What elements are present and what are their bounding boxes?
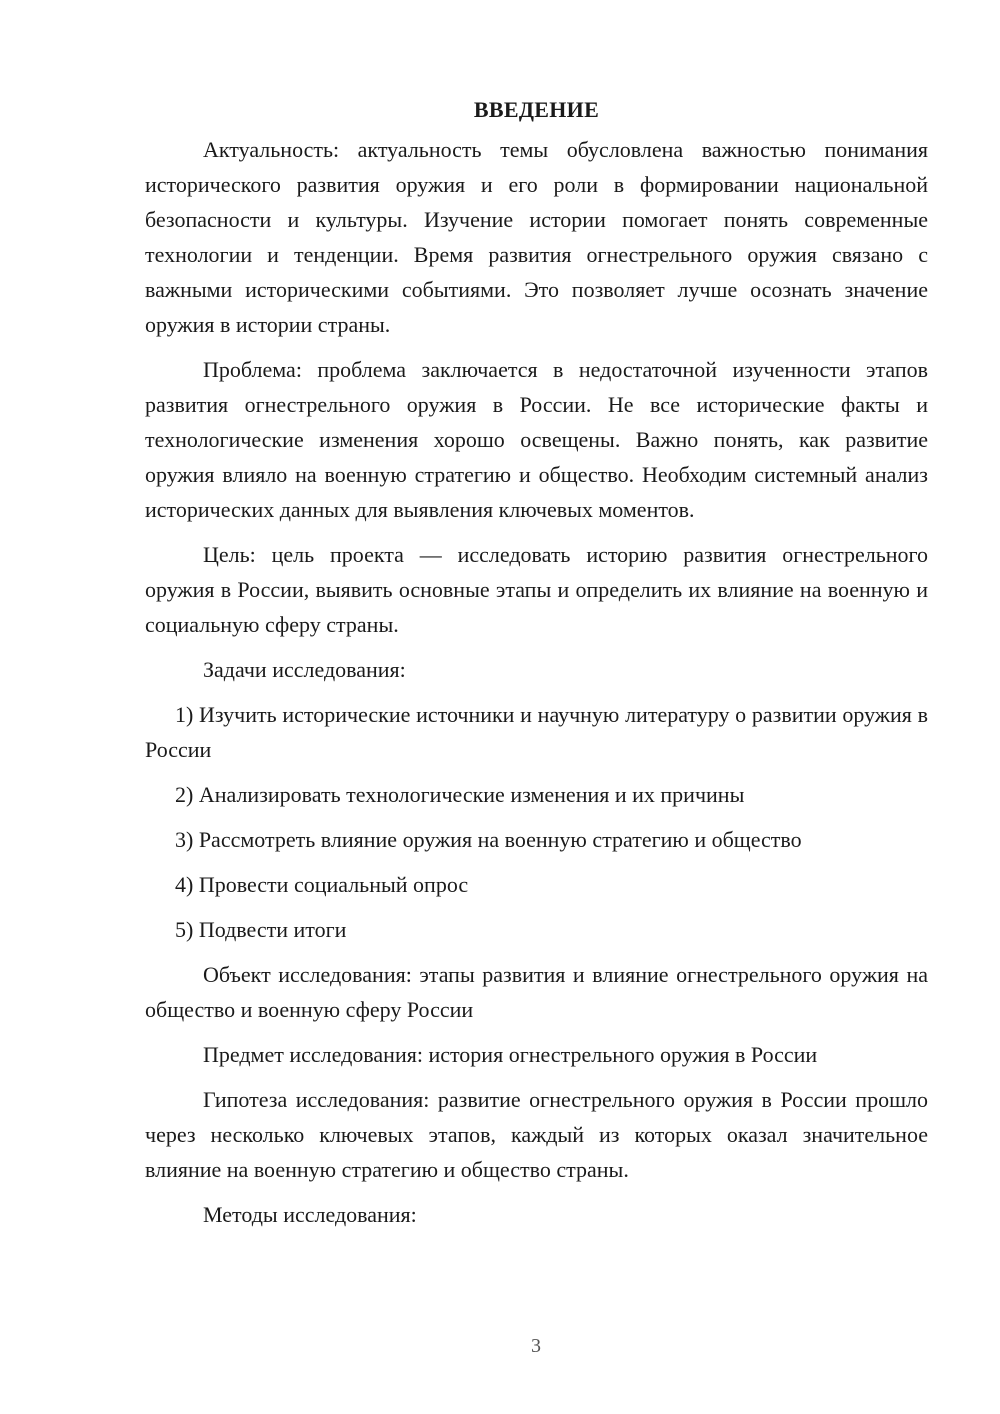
list-item: 1) Изучить исторические источники и научную литературу о развитии оружия в России [145, 702, 928, 762]
list-item: 4) Провести социальный опрос [175, 872, 469, 897]
tasks-heading: Задачи исследования: [203, 657, 406, 682]
page-title: ВВЕДЕНИЕ [473, 97, 600, 122]
hypothesis-paragraph: Гипотеза исследования: развитие огнестрельного оружия в России прошло через несколько ключевых этапов, каждый из которых оказал значительное влияние на военную стратегию и общество страны. [145, 1087, 928, 1182]
object-paragraph: Объект исследования: этапы развития и влияние огнестрельного оружия на общество и военную сферу России [145, 962, 928, 1022]
page-number: 3 [531, 1335, 541, 1357]
subject-paragraph: Предмет исследования: история огнестрельного оружия в России [203, 1042, 818, 1067]
goal-paragraph: Цель: цель проекта — исследовать историю развития огнестрельного оружия в России, выявить основные этапы и определить их влияние на военную и социальную сферу страны. [145, 542, 928, 637]
list-item: 2) Анализировать технологические изменения и их причины [175, 782, 745, 807]
relevance-paragraph: Актуальность: актуальность темы обусловлена важностью понимания исторического развития оружия и его роли в формировании национальной безопасности и культуры. Изучение истории помогает понять современные технологии и тенденции. Время развития огнестрельного оружия связано с важными историческими событиями. Это позволяет лучше осознать значение оружия в истории страны. [145, 137, 928, 337]
methods-heading: Методы исследования: [203, 1202, 417, 1227]
tasks-list [145, 697, 928, 947]
problem-paragraph: Проблема: проблема заключается в недостаточной изученности этапов развития огнестрельного оружия в России. Не все исторические факты и технологические изменения хорошо освещены. Важно понять, как развитие оружия влияло на военную стратегию и общество. Необходим системный анализ исторических данных для выявления ключевых моментов. [145, 357, 928, 522]
page-content [145, 96, 928, 1242]
list-item: 5) Подвести итоги [175, 917, 347, 942]
list-item: 3) Рассмотреть влияние оружия на военную стратегию и общество [175, 827, 802, 852]
